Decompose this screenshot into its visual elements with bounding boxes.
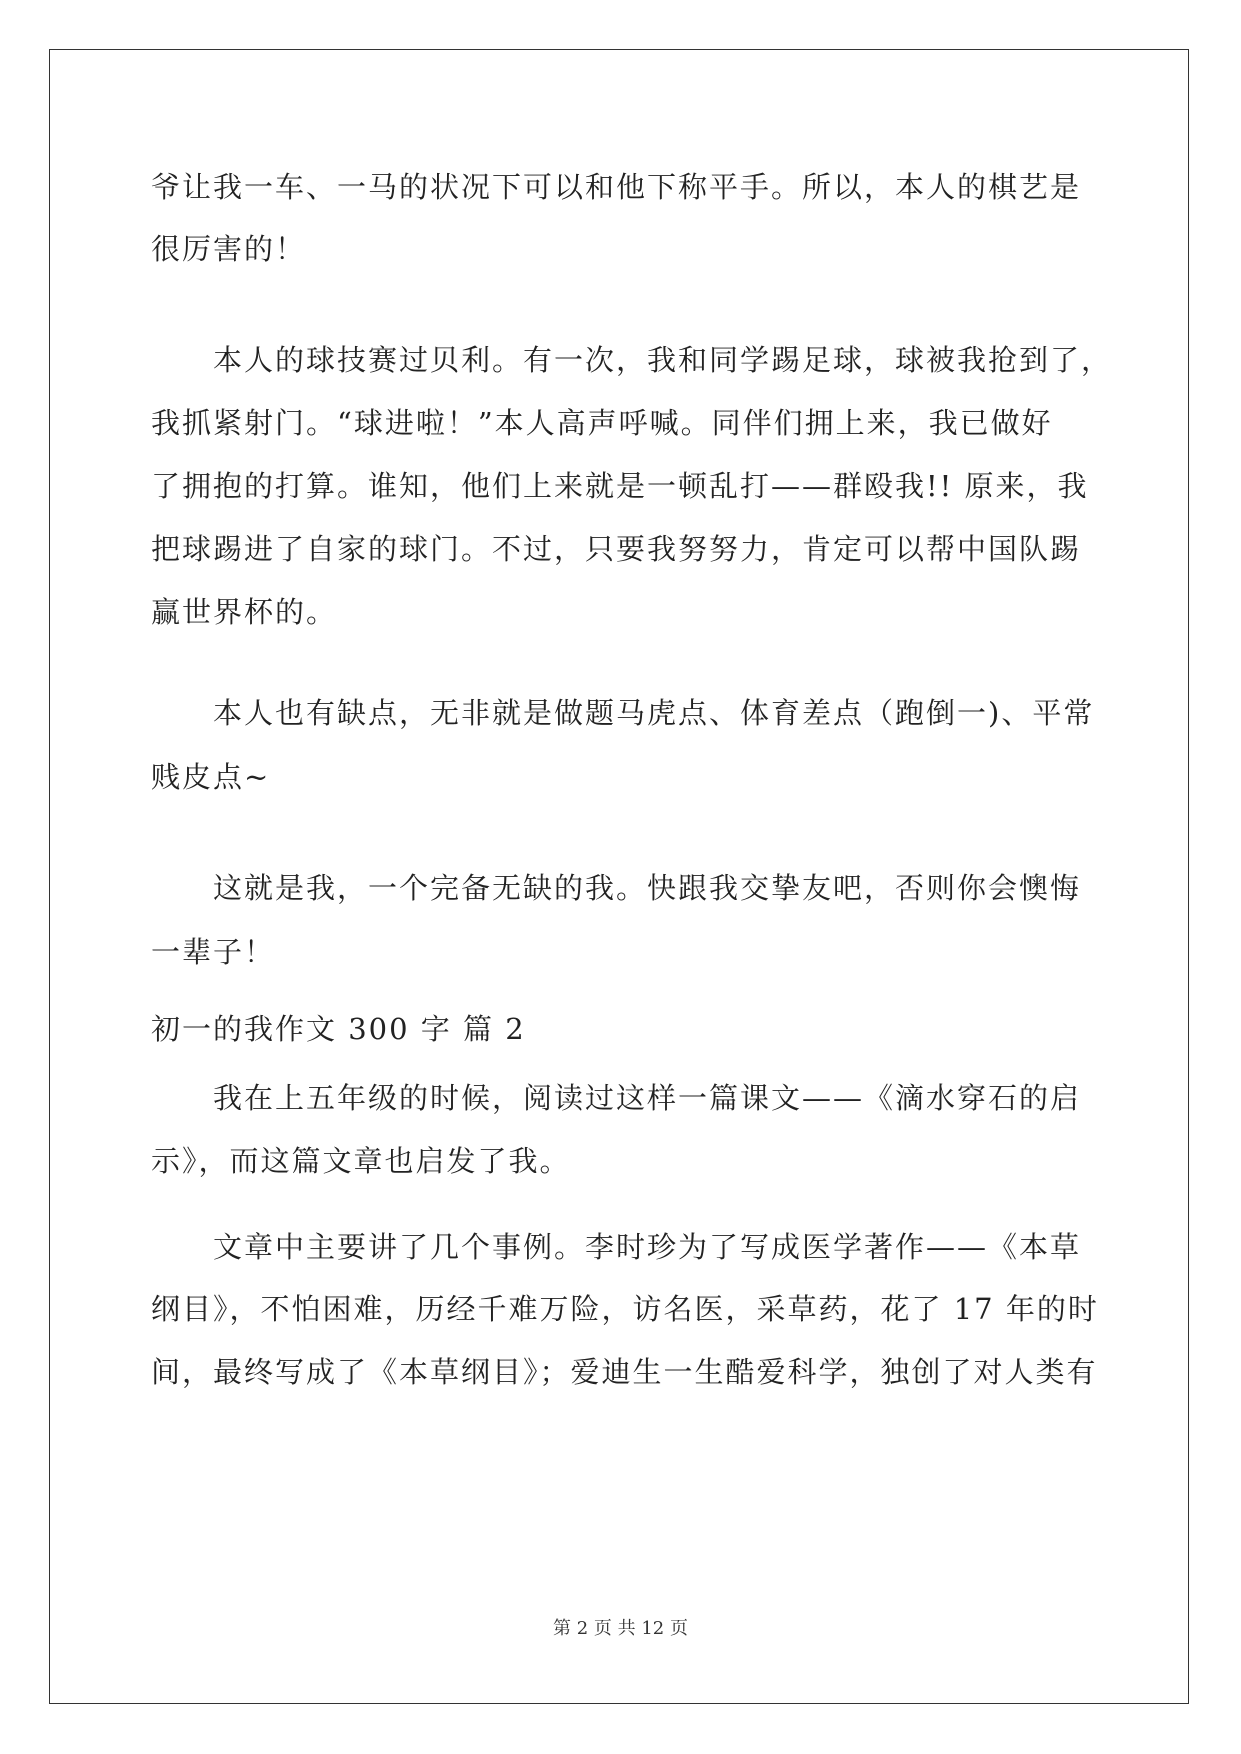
paragraph-start-line: 这就是我，一个完备无缺的我。快跟我交挚友吧，否则你会懊悔 [213,871,1082,905]
text-line: 间，最终写成了《本草纲目》；爱迪生一生酷爱科学，独创了对人类有 [151,1355,1098,1389]
text-line: 我抓紧射门。“球进啦！”本人高声呼喊。同伴们拥上来，我已做好 [151,406,1053,440]
text-line: 贱皮点~ [151,760,271,794]
text-line: 纲目》，不怕困难，历经千难万险，访名医，采草药，花了 17 年的时 [151,1292,1099,1326]
text-line: 示》，而这篇文章也启发了我。 [151,1144,571,1178]
text-line: 把球踢进了自家的球门。不过，只要我努努力，肯定可以帮中国队踢 [151,532,1082,566]
text-line: 爷让我一车、一马的状况下可以和他下称平手。所以，本人的棋艺是 [151,170,1082,204]
text-line: 了拥抱的打算。谁知，他们上来就是一顿乱打——群殴我!! 原来，我 [151,469,1089,503]
page-number-footer: 第 2 页 共 12 页 [553,1618,688,1639]
paragraph-start-line: 我在上五年级的时候，阅读过这样一篇课文——《滴水穿石的启 [213,1081,1082,1115]
section-heading: 初一的我作文 300 字 篇 2 [151,1012,526,1046]
paragraph-start-line: 本人也有缺点，无非就是做题马虎点、体育差点（跑倒一)、平常 [213,696,1095,730]
text-line: 赢世界杯的。 [151,595,338,629]
text-line: 很厉害的！ [151,232,307,266]
paragraph-start-line: 文章中主要讲了几个事例。李时珍为了写成医学著作——《本草 [213,1230,1082,1264]
paragraph-start-line: 本人的球技赛过贝利。有一次，我和同学踢足球，球被我抢到了， [213,343,1113,377]
text-line: 一辈子！ [151,935,276,969]
